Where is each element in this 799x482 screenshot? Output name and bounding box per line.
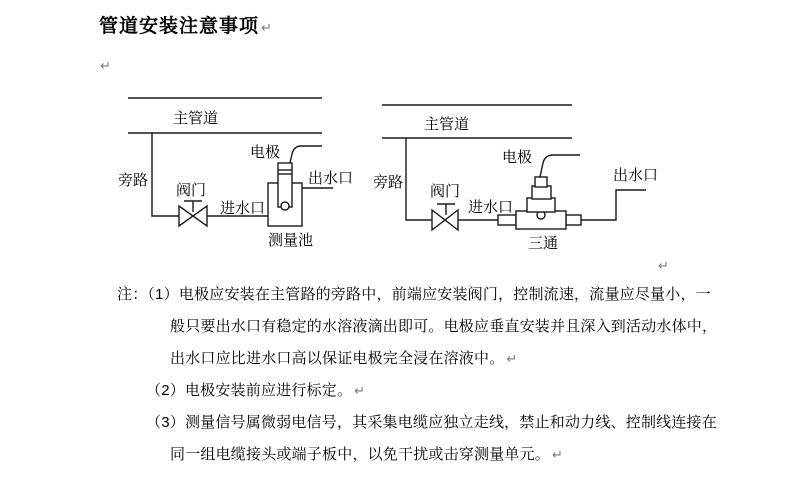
valve-icon [432,204,458,230]
note-line [170,315,717,336]
note-line [146,411,717,432]
paragraph-mark-icon: ↵ [552,447,563,462]
note-line [146,379,365,400]
electrode-cable-line [540,155,580,177]
note-text: 出水口应比进水口高以保证电极完全浸在溶液中。 [170,350,505,367]
note-text: （2）电极安装前应进行标定。 [146,382,353,399]
label-electrode: 电极 [250,144,281,161]
label-outlet: 出水口 [308,170,354,187]
outlet-pipe-line [581,190,646,220]
electrode-icon [527,155,580,219]
label-pool: 测量池 [268,232,314,249]
note-line [170,347,517,368]
label-electrode: 电极 [502,149,533,166]
paragraph-mark-icon: ↵ [261,20,272,35]
electrode-cable-line [290,146,322,163]
label-bypass: 旁路 [118,172,149,189]
label-main-pipe: 主管道 [173,110,219,127]
label-valve: 阀门 [430,183,461,200]
label-main-pipe: 主管道 [424,116,470,133]
valve-icon [179,201,207,226]
label-tee: 三通 [528,235,559,252]
label-inlet: 进水口 [468,199,514,216]
label-bypass: 旁路 [373,174,404,191]
right-diagram [382,105,646,230]
note-line [117,283,711,304]
note-text: 注：（1）电极应安装在主管路的旁路中，前端应安装阀门，控制流速，流量应尽量小，一 [117,286,711,303]
note-text: 般只要出水口有稳定的水溶液滴出即可。电极应垂直安装并且深入到活动水体中， [170,318,718,335]
note-line [170,443,563,464]
paragraph-mark-icon: ↵ [100,58,111,73]
page-title-text: 管道安装注意事项 [99,16,260,37]
bypass-pipe-line [152,133,179,216]
label-valve: 阀门 [176,182,207,199]
label-outlet: 出水口 [613,167,659,184]
note-text: （3）测量信号属微弱电信号，其采集电缆应独立走线，禁止和动力线、控制线连接在 [146,414,717,431]
label-inlet: 进水口 [220,200,266,217]
paragraph-mark-icon: ↵ [506,351,518,366]
paragraph-mark-icon: ↵ [658,258,669,273]
bypass-pipe-line [406,138,432,220]
note-text: 同一组电缆接头或端子板中，以免干扰或击穿测量单元。 [170,446,551,463]
paragraph-mark-icon: ↵ [354,383,366,398]
